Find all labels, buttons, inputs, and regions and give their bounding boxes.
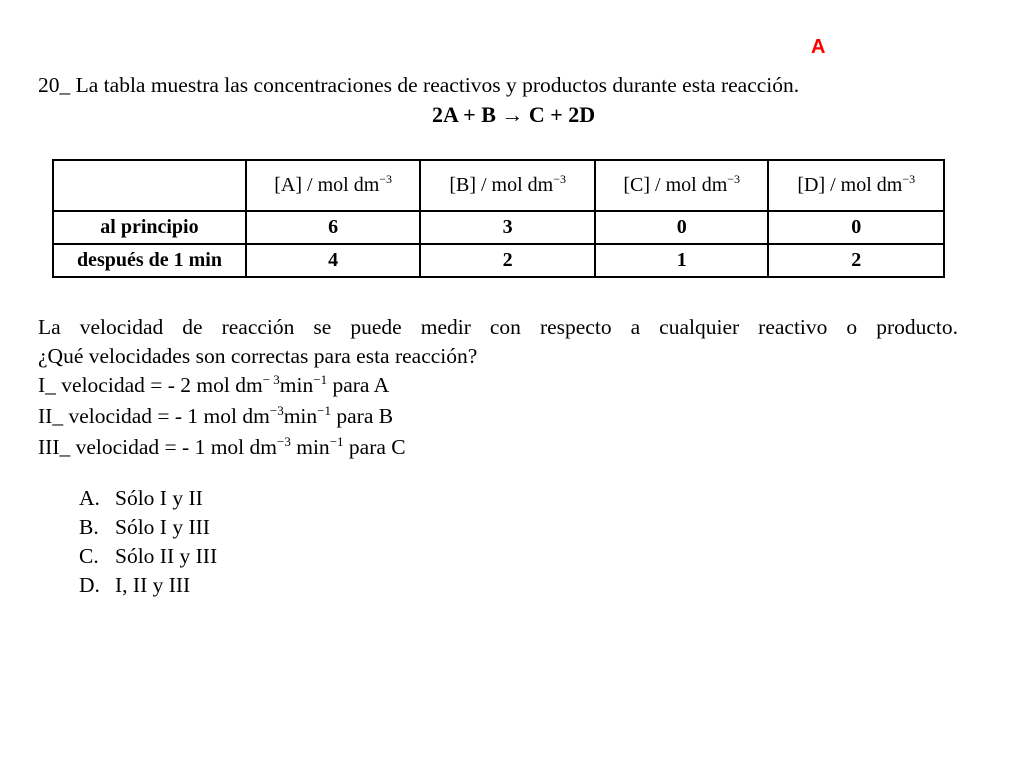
table-cell: 2 [420,244,595,277]
intro-line-2: ¿Qué velocidades son correctas para esta reacción? [38,344,478,368]
statement-sup: −3 [277,434,291,449]
answer-options [79,484,217,600]
option-letter: D. [79,573,100,597]
header-label: [B] / mol dm [449,174,554,196]
question-text: La tabla muestra las concentraciones de reactivos y productos durante esta reacción. [75,73,800,97]
row-label-after: después de 1 min [53,244,246,277]
statement-text: min [290,435,330,459]
table-cell: 0 [595,211,769,244]
concentration-table [52,159,945,278]
statement-text: para C [343,435,406,459]
question-body [38,313,958,464]
table-cell: 4 [246,244,421,277]
option-text: Sólo I y II [115,486,203,510]
option-c [79,542,217,571]
statement-ii [38,402,958,433]
header-unit-sup: −3 [727,172,741,186]
statement-text: para B [331,404,394,428]
table-cell: 1 [595,244,769,277]
header-label: [A] / mol dm [274,174,380,196]
statement-sup: −1 [317,403,331,418]
option-text: Sólo I y III [115,515,210,539]
question-number: 20_ [38,73,71,97]
table-header-b [420,160,595,211]
option-text: Sólo II y III [115,544,218,568]
statement-text: min [283,404,318,428]
option-letter: C. [79,544,99,568]
table-cell: 0 [768,211,944,244]
option-d [79,571,217,600]
statement-sup: − 3 [262,372,280,387]
table-header-row [53,160,944,211]
table-cell: 6 [246,211,421,244]
option-text: I, II y III [115,573,191,597]
statement-sup: −1 [329,434,344,449]
table-row [53,211,944,244]
question-statement [38,73,799,98]
statement-iii [38,433,958,464]
row-label-start: al principio [53,211,246,244]
statement-i [38,371,958,402]
table-row [53,244,944,277]
header-label: [D] / mol dm [797,174,903,196]
statement-text: II_ velocidad = - 1 mol dm [38,404,270,428]
header-unit-sup: −3 [902,172,916,186]
table-header-c [595,160,769,211]
table-header-a [246,160,421,211]
statement-text: I_ velocidad = - 2 mol dm [38,373,263,397]
statement-text: III_ velocidad = - 1 mol dm [38,435,278,459]
option-letter: A. [79,486,100,510]
statement-text: para A [327,373,390,397]
statement-sup: −3 [269,403,284,418]
intro-line-1: La velocidad de reacción se puede medir con respecto a cualquier reactivo o producto. [38,315,958,339]
option-letter: B. [79,515,99,539]
table-cell: 3 [420,211,595,244]
option-b [79,513,217,542]
statement-text: min [279,373,314,397]
table-cell: 2 [768,244,944,277]
header-label: [C] / mol dm [623,174,728,196]
table-header-d [768,160,944,211]
header-unit-sup: −3 [553,172,567,186]
statement-sup: −1 [313,372,328,387]
answer-key-mark: A [811,36,826,58]
reaction-equation: 2A + B → C + 2D [432,102,596,127]
header-unit-sup: −3 [379,172,393,186]
table-header-empty [53,160,246,211]
option-a [79,484,217,513]
